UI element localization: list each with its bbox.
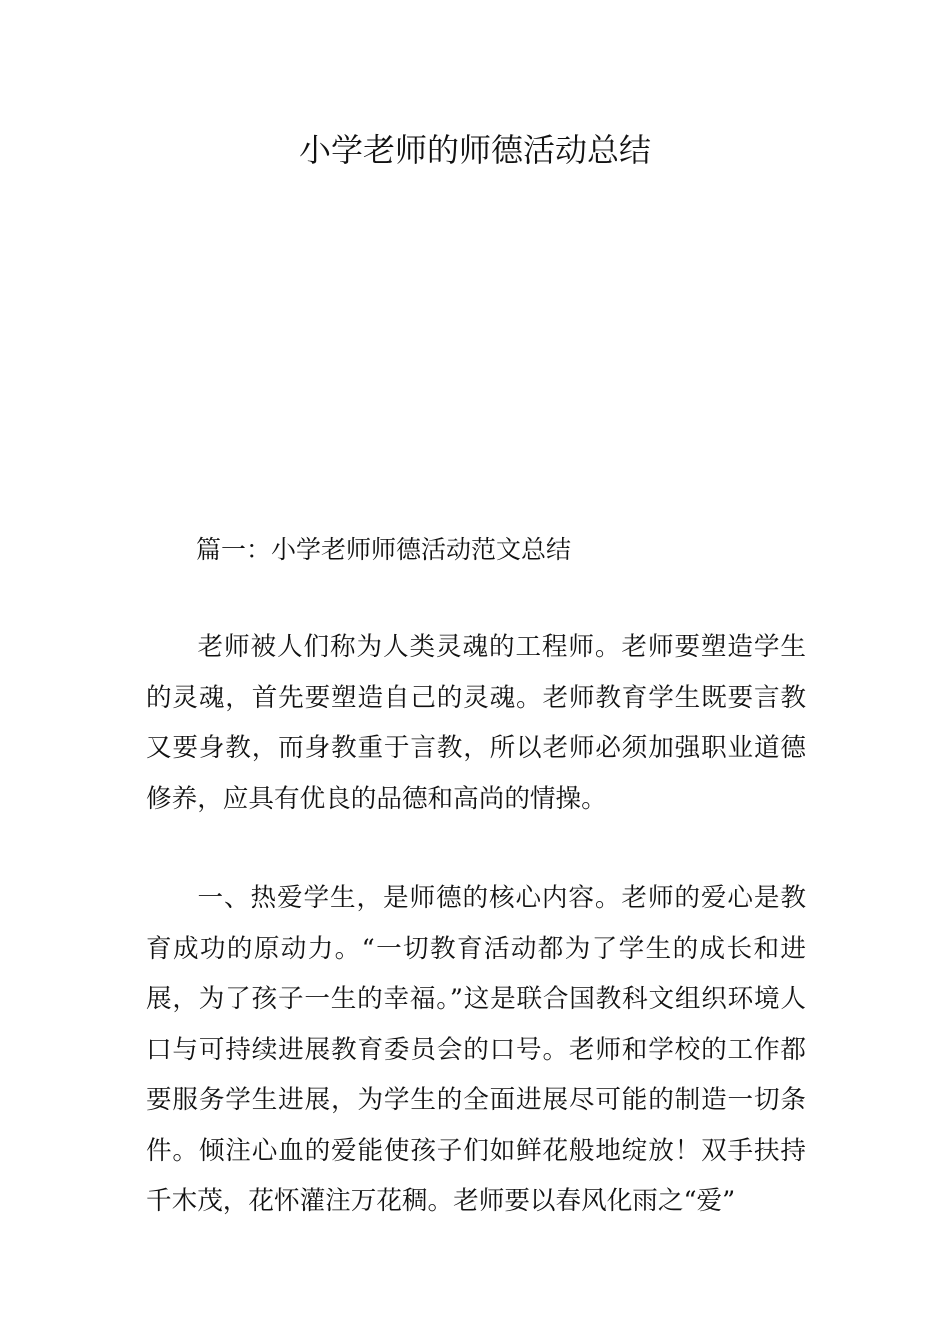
document-title: 小学老师的师德活动总结 (298, 131, 651, 169)
section-heading: 篇一：小学老师师德活动范文总结 (196, 535, 572, 564)
paragraph-point-one: 一、热爱学生，是师德的核心内容。老师的爱心是教育成功的原动力。“一切教育活动都为了学生的成长和进展，为了孩子一生的幸福。”这是联合国教科文组织环境人口与可持续进展教育委员会的口号。老师和学校的工作都要服务学生进展，为学生的全面进展尽可能的制造一切条件。倾注心血的爱能使孩子们如鲜花般地绽放！双手扶持千木茂，花怀灌注万花稠。老师要以春风化雨之“爱” (146, 883, 806, 1216)
paragraph-intro: 老师被人们称为人类灵魂的工程师。老师要塑造学生的灵魂，首先要塑造自己的灵魂。老师教育学生既要言教又要身教，而身教重于言教，所以老师必须加强职业道德修养，应具有优良的品德和高尚的情操。 (146, 632, 806, 814)
